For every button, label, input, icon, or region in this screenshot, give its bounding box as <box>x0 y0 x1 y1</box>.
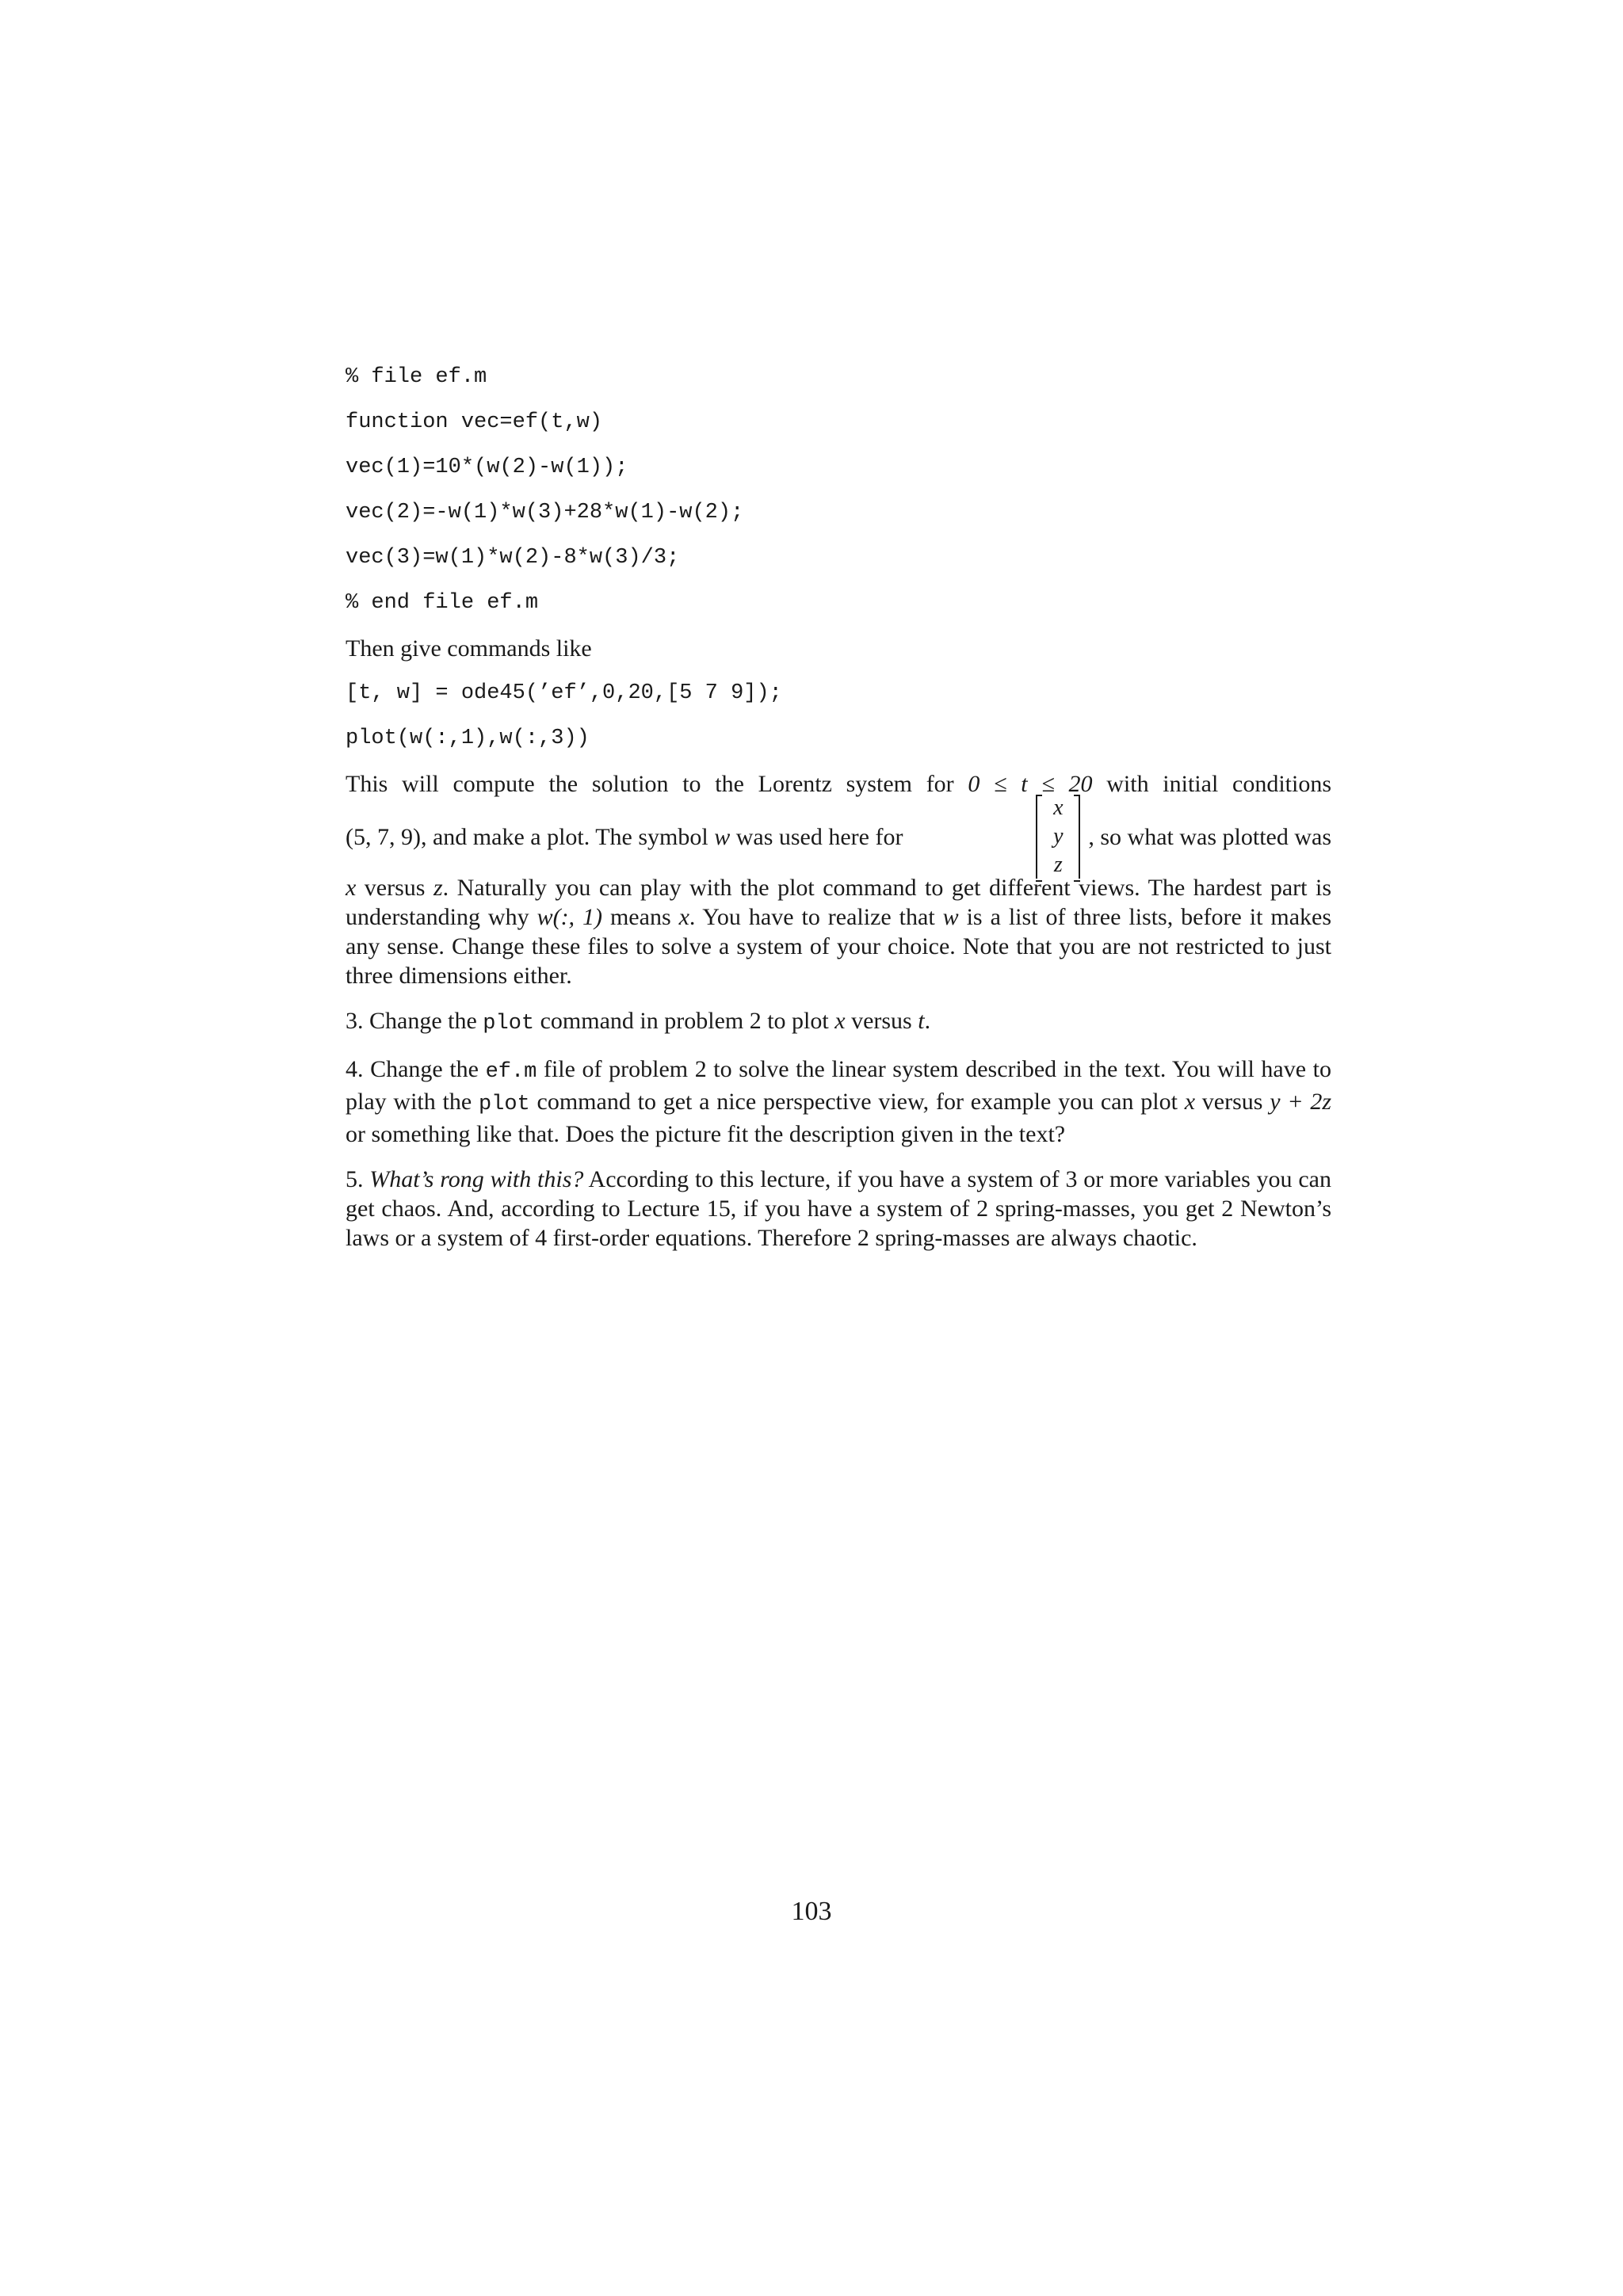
problem-5: 5. What’s rong with this? According to this lecture, if you have a system of 3 or more variables you can get chaos. And, according to Lecture 15, if you have a system of 2 spring-masses, you get 2 Newton’s laws or a system of 4 first-order equations. Therefore 2 spring-masses are always chaotic. <box>346 1166 1331 1251</box>
page-number: 103 <box>791 1897 832 1926</box>
column-vector-xyz: x y z <box>1036 795 1080 879</box>
code-line: % end file ef.m <box>346 591 539 615</box>
code-line: vec(2)=-w(1)*w(3)+28*w(1)-w(2); <box>346 501 744 524</box>
code-line: vec(1)=10*(w(2)-w(1)); <box>346 456 628 479</box>
code-line: vec(3)=w(1)*w(2)-8*w(3)/3; <box>346 546 680 570</box>
lorentz-line-2: (5, 7, 9), and make a plot. The symbol w was used here for x y z , so what was plotted was <box>346 795 1331 877</box>
lorentz-paragraph <box>346 769 1331 990</box>
code-line: function vec=ef(t,w) <box>346 410 603 434</box>
code-line: % file ef.m <box>346 365 487 389</box>
code-block-ef-m <box>346 363 1331 618</box>
code-line: [t, w] = ode45(’ef’,0,20,[5 7 9]); <box>346 681 782 705</box>
problem-4: 4. Change the ef.m file of problem 2 to solve the linear system described in the text. You will have to play with the plot command to get a nice perspective view, for example you can plot x versus y + 2z or something like that. Does the picture fit the description given in the text? <box>346 1056 1332 1147</box>
time-range: 0 ≤ t ≤ 20 <box>968 771 1093 797</box>
lorentz-rest: x versus z. Naturally you can play with the plot command to get different views. The hardest part is understanding why w(:, 1) means x. You have to realize that w is a list of three lists, before it makes any sense. Change these files to solve a system of your choice. Note that you are not restricted to just three dimensions either. <box>346 875 1332 989</box>
problem-3: 3. Change the plot command in problem 2 to plot x versus t. <box>346 1008 931 1035</box>
code-line: plot(w(:,1),w(:,3)) <box>346 727 590 750</box>
page-content <box>346 363 1331 1268</box>
then-text: Then give commands like <box>346 635 592 662</box>
lorentz-line-1: This will compute the solution to the Lorentz system for 0 ≤ t ≤ 20 with initial conditions <box>346 771 1332 797</box>
code-block-commands <box>346 679 1331 753</box>
